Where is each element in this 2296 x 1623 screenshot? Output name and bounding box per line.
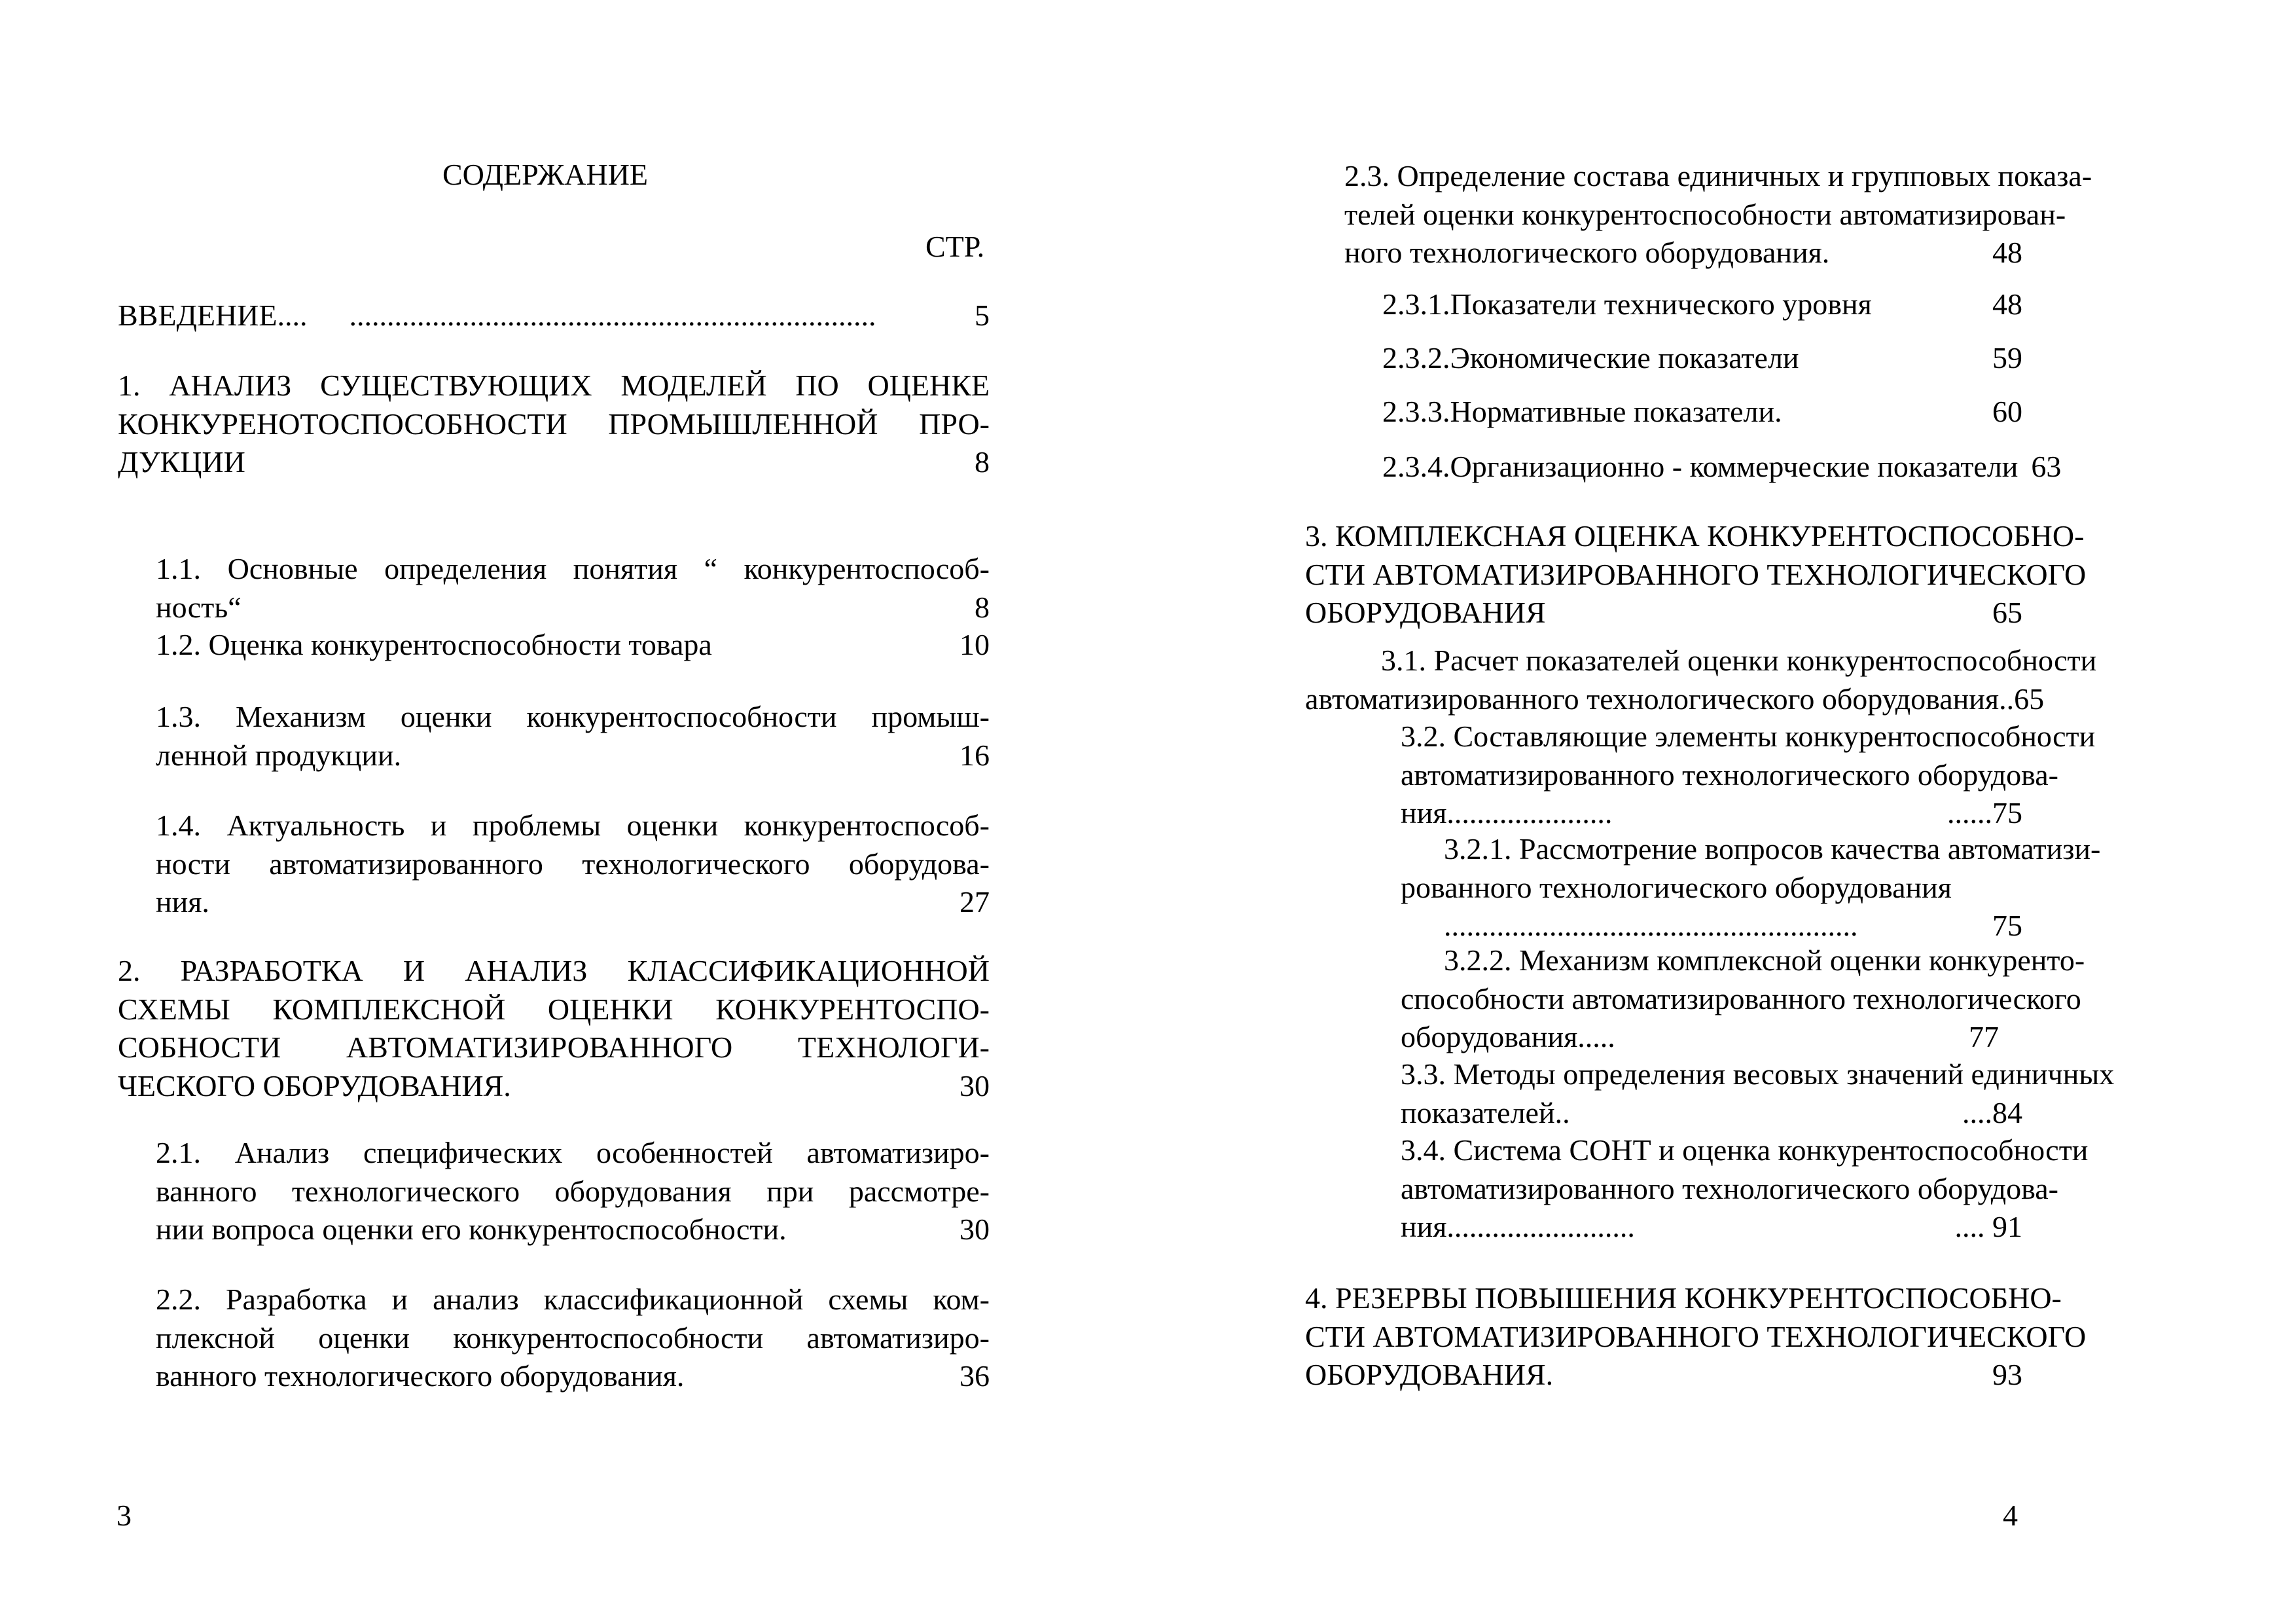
entry-page: 65 — [1992, 596, 2022, 629]
entry-page: 8 — [975, 445, 990, 479]
toc-entry-1-2[interactable] — [156, 626, 990, 665]
entry-line: рованного технологического оборудования — [1401, 870, 1952, 904]
toc-entry-1-3[interactable] — [156, 698, 990, 775]
toc-entry-2-1[interactable] — [156, 1134, 990, 1249]
toc-entry-2-2[interactable] — [156, 1281, 990, 1396]
entry-line: 1.1. Основные определения понятия “ конкурентоспособ- — [156, 552, 990, 585]
entry-page: 36 — [960, 1359, 990, 1393]
toc-entry-3-2-2[interactable] — [1401, 941, 2085, 1057]
page-column-label: СТР. — [925, 230, 985, 263]
toc-entry-1-4[interactable] — [156, 807, 990, 922]
entry-page: 59 — [1992, 341, 2022, 374]
toc-entry-3-2-1[interactable] — [1401, 830, 2101, 945]
entry-page: .... 91 — [1954, 1210, 2022, 1243]
toc-entry-3-3[interactable] — [1401, 1055, 2115, 1132]
toc-entry-section-1[interactable] — [118, 367, 990, 482]
entry-page: 16 — [960, 738, 990, 772]
toc-entry-section-2[interactable] — [118, 952, 990, 1105]
entry-line: ности автоматизированного технологического оборудова- — [156, 847, 990, 881]
entry-line: 3.3. Методы определения весовых значений единичных — [1401, 1057, 2115, 1091]
entry-line: 1. АНАЛИЗ СУЩЕСТВУЮЩИХ МОДЕЛЕЙ ПО ОЦЕНКЕ — [118, 369, 990, 402]
entry-line: способности автоматизированного технологического — [1401, 981, 2081, 1015]
entry-page: 5 — [975, 299, 990, 332]
entry-page: 48 — [1992, 236, 2022, 269]
entry-line: 2. РАЗРАБОТКА И АНАЛИЗ КЛАССИФИКАЦИОННОЙ — [118, 954, 990, 987]
entry-page: 10 — [960, 628, 990, 661]
toc-entry-2-3-1[interactable] — [1382, 285, 2022, 323]
entry-line: 4. РЕЗЕРВЫ ПОВЫШЕНИЯ КОНКУРЕНТОСПОСОБНО- — [1305, 1281, 2062, 1315]
entry-page: 27 — [960, 885, 990, 919]
leader-dots: ...................................................................... — [349, 299, 876, 332]
entry-page: 48 — [1992, 287, 2022, 321]
entry-page: 60 — [1992, 395, 2022, 428]
entry-label: 2.3.4.Организационно - коммерческие показатели — [1382, 450, 2018, 483]
entry-line: автоматизированного технологического оборудования.. — [1305, 682, 2015, 716]
entry-line: 3.1. Расчет показателей оценки конкурентоспособности — [1381, 644, 2097, 677]
entry-label: 2.3.1.Показатели технического уровня — [1382, 287, 1872, 321]
entry-line: 1.2. Оценка конкурентоспособности товара — [156, 628, 712, 661]
entry-line: СОБНОСТИ АВТОМАТИЗИРОВАННОГО ТЕХНОЛОГИ- — [118, 1030, 990, 1064]
right-page — [1148, 0, 2296, 1623]
entry-line: нии вопроса оценки его конкурентоспособности. — [156, 1213, 787, 1246]
entry-line: ного технологического оборудования. — [1344, 236, 1830, 269]
entry-line: ОБОРУДОВАНИЯ — [1305, 596, 1546, 629]
entry-page: 65 — [2014, 682, 2045, 716]
entry-line: ния......................... — [1401, 1210, 1635, 1243]
page-number: 4 — [2003, 1499, 2018, 1532]
entry-line: 3.4. Система СОНТ и оценка конкурентоспособности — [1401, 1133, 2089, 1167]
entry-line: 3.2. Составляющие элементы конкурентоспособности — [1401, 720, 2096, 753]
entry-line: 1.3. Механизм оценки конкурентоспособности промыш- — [156, 700, 990, 733]
entry-page: 63 — [2031, 450, 2062, 483]
entry-page: 30 — [960, 1068, 990, 1103]
toc-title: СОДЕРЖАНИЕ — [442, 158, 649, 191]
toc-entry-3-2[interactable] — [1401, 718, 2096, 833]
entry-line: 1.4. Актуальность и проблемы оценки конкурентоспособ- — [156, 809, 990, 842]
entry-line: 3.2.1. Рассмотрение вопросов качества автоматизи- — [1444, 832, 2101, 866]
toc-entry-intro[interactable] — [118, 297, 990, 335]
entry-line: ленной продукции. — [156, 738, 402, 772]
entry-line: 3.2.2. Механизм комплексной оценки конкуренто- — [1444, 943, 2085, 977]
entry-line: ванного технологического оборудования. — [156, 1359, 685, 1393]
entry-line: СХЕМЫ КОМПЛЕКСНОЙ ОЦЕНКИ КОНКУРЕНТОСПО- — [118, 992, 990, 1026]
entry-line: 2.1. Анализ специфических особенностей автоматизиро- — [156, 1136, 990, 1169]
toc-entry-2-3-2[interactable] — [1382, 339, 2022, 377]
entry-line: ния. — [156, 885, 209, 919]
entry-line: автоматизированного технологического оборудова- — [1401, 1171, 2058, 1205]
leader-dots: ....................................................... — [1444, 909, 1858, 942]
toc-entry-2-3[interactable] — [1344, 157, 2092, 272]
entry-line: ЧЕСКОГО ОБОРУДОВАНИЯ. — [118, 1068, 511, 1103]
entry-line: 2.2. Разработка и анализ классификационной схемы ком- — [156, 1283, 990, 1316]
entry-line: 2.3. Определение состава единичных и групповых показа- — [1344, 159, 2092, 192]
toc-entry-3-1[interactable] — [1305, 642, 2097, 718]
entry-page: 8 — [975, 590, 990, 624]
entry-page: 77 — [1969, 1020, 1999, 1053]
entry-line: плексной оценки конкурентоспособности автоматизиро- — [156, 1321, 990, 1355]
entry-line: телей оценки конкурентоспособности автоматизирован- — [1344, 197, 2066, 231]
entry-line: 3. КОМПЛЕКСНАЯ ОЦЕНКА КОНКУРЕНТОСПОСОБНО- — [1305, 519, 2085, 553]
entry-line: КОНКУРЕНОТОСПОСОБНОСТИ ПРОМЫШЛЕННОЙ ПРО- — [118, 407, 990, 441]
entry-page: ....84 — [1962, 1095, 2022, 1129]
toc-entry-2-3-3[interactable] — [1382, 393, 2022, 431]
entry-line: ность“ — [156, 590, 242, 624]
entry-line: автоматизированного технологического оборудова- — [1401, 757, 2058, 792]
toc-entry-2-3-4[interactable] — [1382, 448, 2062, 486]
entry-label: 2.3.3.Нормативные показатели. — [1382, 395, 1782, 428]
entry-page: 30 — [960, 1213, 990, 1246]
entry-line: оборудования..... — [1401, 1020, 1615, 1053]
toc-entry-section-3[interactable] — [1305, 517, 2087, 632]
entry-line: ванного технологического оборудования при рассмотре- — [156, 1174, 990, 1208]
entry-label: ВВЕДЕНИЕ.... — [118, 299, 308, 332]
toc-entry-3-4[interactable] — [1401, 1131, 2089, 1247]
toc-entry-1-1[interactable] — [156, 550, 990, 627]
entry-page: ......75 — [1947, 796, 2022, 830]
entry-line: ДУКЦИИ — [118, 445, 245, 479]
entry-line: показателей.. — [1401, 1095, 1570, 1129]
page-number: 3 — [117, 1499, 132, 1532]
entry-line: СТИ АВТОМАТИЗИРОВАННОГО ТЕХНОЛОГИЧЕСКОГО — [1305, 1319, 2087, 1353]
entry-line: ния...................... — [1401, 796, 1613, 830]
entry-line: СТИ АВТОМАТИЗИРОВАННОГО ТЕХНОЛОГИЧЕСКОГО — [1305, 557, 2087, 591]
entry-line: ОБОРУДОВАНИЯ. — [1305, 1358, 1554, 1391]
entry-label: 2.3.2.Экономические показатели — [1382, 341, 1799, 374]
entry-page: 75 — [1992, 909, 2022, 942]
toc-entry-section-4[interactable] — [1305, 1279, 2087, 1395]
entry-page: 93 — [1992, 1358, 2022, 1391]
